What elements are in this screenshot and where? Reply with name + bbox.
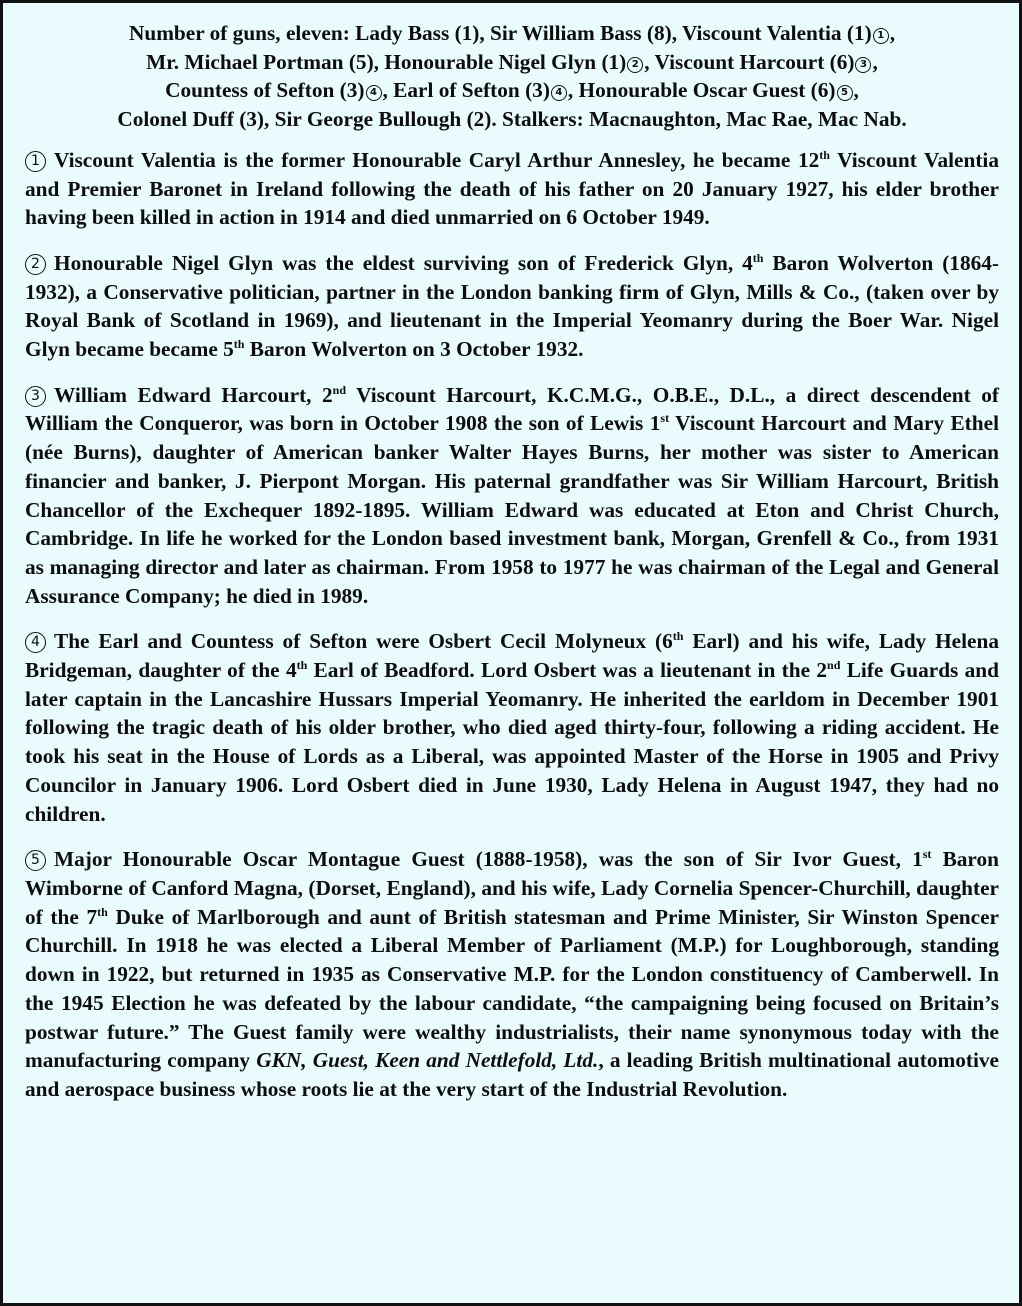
footnote-1: 1 Viscount Valentia is the former Honourable Caryl Arthur Annesley, he became 12th Viscount Valentia and Premier Baronet in Ireland following the death of his father on 20 January 1927, his elder brother having been killed in action in 1914 and died unmarried on 6 October 1949. <box>25 147 1000 230</box>
footnote-mark-4: 4 <box>551 85 567 101</box>
guns-line-3: Countess of Sefton (3) 4 , Earl of Sefton (3) 4 , Honourable Oscar Guest (6) 5 , <box>165 78 859 103</box>
footnote-3: 3 William Edward Harcourt, 2nd Viscount Harcourt, K.C.M.G., O.B.E., D.L., a direct descendent of William the Conqueror, was born in October 1908 the son of Lewis 1st Viscount Harcourt and Mary Ethel (née Burns), daughter of American banker Walter Hayes Burns, her mother was sister to American financier and banker, J. Pierpont Morgan. His paternal grandfather was Sir William Harcourt, British Chancellor of the Exchequer 1892-1895. William Edward was educated at Eton and Christ Church, Cambridge. In life he worked for the London based investment bank, Morgan, Grenfell & Co., from 1931 as managing director and later as chairman. From 1958 to 1977 he was chairman of the Legal and General Assurance Company; he died in 1989. <box>25 382 999 608</box>
footnote-mark-1: 1 <box>873 28 889 44</box>
footnote-number: 4 <box>25 632 46 653</box>
company-name: GKN, Guest, Keen and Nettlefold, Ltd. <box>256 1048 599 1073</box>
footnote-number: 1 <box>25 151 46 172</box>
footnote-mark-4: 4 <box>366 85 382 101</box>
footnote-number: 2 <box>25 254 46 275</box>
footnote-number: 3 <box>25 386 46 407</box>
footnote-mark-5: 5 <box>837 85 853 101</box>
guns-line-2: Mr. Michael Portman (5), Honourable Nigel Glyn (1) 2 , Viscount Harcourt (6) 3 , <box>146 49 878 74</box>
document-body <box>25 19 999 1104</box>
footnote-mark-2: 2 <box>627 57 643 73</box>
footnote-5: 5 Major Honourable Oscar Montague Guest (1888-1958), was the son of Sir Ivor Guest, 1st Baron Wimborne of Canford Magna, (Dorset, England), and his wife, Lady Cornelia Spencer-Churchill, daughter of the 7th Duke of Marlborough and aunt of British statesman and Prime Minister, Sir Winston Spencer Churchill. In 1918 he was elected a Liberal Member of Parliament (M.P.) for Loughborough, standing down in 1922, but returned in 1935 as Conservative M.P. for the London constituency of Camberwell. In the 1945 Election he was defeated by the labour candidate, “the campaigning being focused on Britain’s postwar future.” The Guest family were wealthy industrialists, their name synonymous today with the manufacturing company GKN, Guest, Keen and Nettlefold, Ltd., a leading British multinational automotive and aerospace business whose roots lie at the very start of the Industrial Revolution. <box>25 847 999 1101</box>
guns-line-4: Colonel Duff (3), Sir George Bullough (2). Stalkers: Macnaughton, Mac Rae, Mac Nab. <box>117 107 907 132</box>
footnote-4: 4 The Earl and Countess of Sefton were Osbert Cecil Molyneux (6th Earl) and his wife, Lady Helena Bridgeman, daughter of the 4th Earl of Beadford. Lord Osbert was a lieutenant in the 2nd Life Guards and later captain in the Lancashire Hussars Imperial Yeomanry. He inherited the earldom in December 1901 following the tragic death of his older brother, who died aged thirty-four, following a riding accident. He took his seat in the House of Lords as a Liberal, was appointed Master of the Horse in 1905 and Privy Councilor in January 1906. Lord Osbert died in June 1930, Lady Helena in August 1947, they had no children. <box>25 629 999 826</box>
footnote-mark-3: 3 <box>855 57 871 73</box>
guns-line-1: Number of guns, eleven: Lady Bass (1), Sir William Bass (8), Viscount Valentia (1) 1 , <box>128 21 896 45</box>
footnote-2: 2 Honourable Nigel Glyn was the eldest surviving son of Frederick Glyn, 4th Baron Wolverton (1864-1932), a Conservative politician, partner in the London banking firm of Glyn, Mills & Co., (taken over by Royal Bank of Scotland in 1969), and lieutenant in the Imperial Yeomanry during the Boer War. Nigel Glyn became became 5th Baron Wolverton on 3 October 1932. <box>25 250 999 362</box>
guns-list <box>25 19 999 134</box>
footnote-number: 5 <box>25 850 46 871</box>
